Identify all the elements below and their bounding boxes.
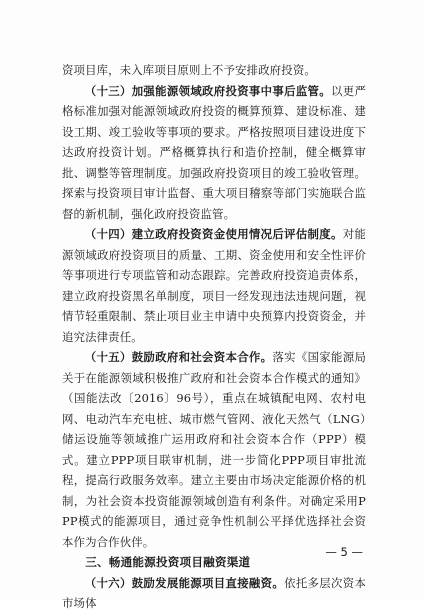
paragraph-text: 依托多层次资本市场体: [62, 575, 366, 610]
paragraph-lead: （十六）鼓励发展能源项目直接融资。: [84, 575, 285, 590]
paragraph-15: [62, 347, 366, 552]
paragraph-lead: （十五）鼓励政府和社会资本合作。: [84, 350, 273, 364]
paragraph-lead: （十三）加强能源领域政府投资事中事后监管。: [84, 83, 332, 98]
paragraph-text: 以更严格标准加强对能源领域政府投资的概算预算、建设标准、建设工期、竣工验收等事项的要求。严格按照项目建设进度下达政府投资计划。严格概算执行和造价控制，健全概算审批、调整等管理制度。加强政府投资项目的竣工验收管理。探索与投资项目审计监督、重大项目稽察等部门实施联合监督的新机制，强化政府投资监管。: [62, 83, 367, 221]
paragraph-13: [62, 81, 366, 225]
paragraph-text: 对能源领域政府投资项目的质量、工期、资金使用和安全性评价等事项进行专项监管和动态跟踪。完善政府投资追责体系，建立政府投资黑名单制度，项目一经发现违法违规问题，视情节轻重限制、禁止项目业主申请中央预算内投资资金，并追究法律责任。: [62, 227, 366, 344]
paragraph-16: [62, 573, 366, 614]
section-heading: 三、畅通能源投资项目融资渠道: [85, 555, 251, 569]
paragraph-lead: （十四）建立政府投资资金使用情况后评估制度。: [84, 227, 343, 241]
page-number: — 5 —: [325, 545, 363, 559]
paragraph-text: 落实《国家能源局关于在能源领域积极推广政府和社会资本合作模式的通知》（国能法改〔2016〕96号），重点在城镇配电网、农村电网、电动汽车充电桩、城市燃气管网、液化天然气（LNG）储运设施等领域推广运用政府和社会资本合作（PPP）模式。建立PPP项目联审机制，进一步简化PPP项目审批流程，提高行政服务效率。建立主要由市场决定能源价格的机制，为社会资本投资能源领域创造有利条件。对确定采用PPP模式的能源项目，通过竞争性机制公平择优选择社会资本作为合作伙伴。: [62, 350, 367, 549]
paragraph-14: [62, 224, 366, 347]
paragraph-continuation: [62, 60, 366, 81]
body-text: [62, 60, 366, 614]
paragraph-text: 资项目库，未入库项目原则上不予安排政府投资。: [62, 63, 316, 77]
